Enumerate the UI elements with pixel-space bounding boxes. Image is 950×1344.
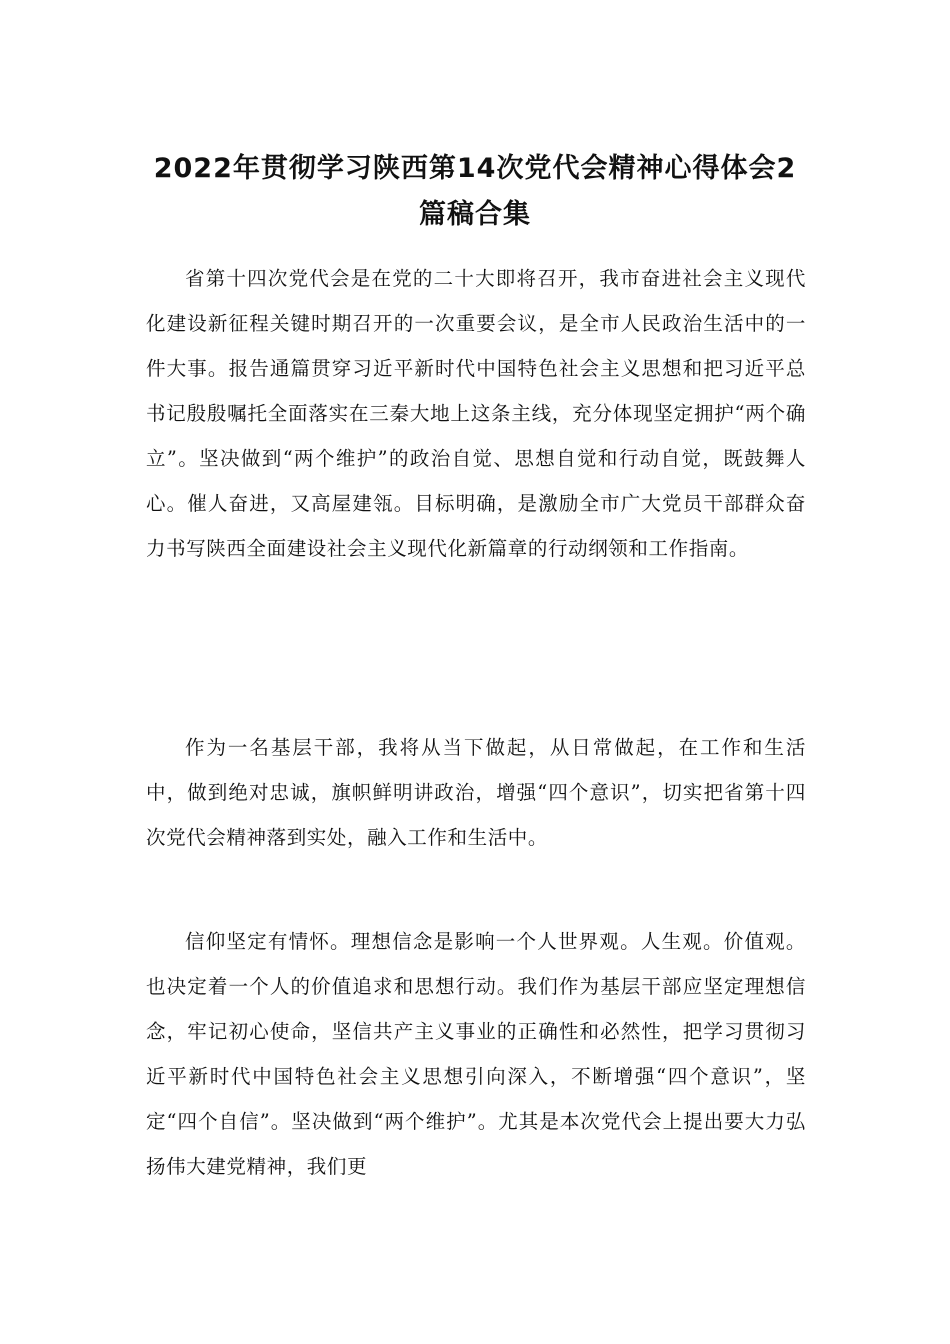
paragraph-3: 信仰坚定有情怀。理想信念是影响一个人世界观。人生观。价值观。也决定着一个人的价值追求和思想行动。我们作为基层干部应坚定理想信念，牢记初心使命，坚信共产主义事业的正确性和必然性，把学习贯彻习近平新时代中国特色社会主义思想引向深入，不断增强“四个意识”，坚定“四个自信”。坚决做到“两个维护”。尤其是本次党代会上提出要大力弘扬伟大建党精神，我们更 bbox=[146, 930, 806, 1178]
title-line-1: 2022年贯彻学习陕西第14次党代会精神心得体会2 bbox=[153, 153, 797, 185]
document-title bbox=[120, 146, 830, 238]
paragraph-2: 作为一名基层干部，我将从当下做起，从日常做起，在工作和生活中，做到绝对忠诚，旗帜鲜明讲政治，增强“四个意识”，切实把省第十四次党代会精神落到实处，融入工作和生活中。 bbox=[146, 736, 806, 849]
paragraph-1: 省第十四次党代会是在党的二十大即将召开，我市奋进社会主义现代化建设新征程关键时期召开的一次重要会议，是全市人民政治生活中的一件大事。报告通篇贯穿习近平新时代中国特色社会主义思想和把习近平总书记殷殷嘱托全面落实在三秦大地上这条主线，充分体现坚定拥护“两个确立”。坚决做到“两个维护”的政治自觉、思想自觉和行动自觉，既鼓舞人心。催人奋进，又高屋建瓴。目标明确，是激励全市广大党员干部群众奋力书写陕西全面建设社会主义现代化新篇章的行动纲领和工作指南。 bbox=[146, 267, 806, 560]
title-line-2: 篇稿合集 bbox=[419, 199, 531, 231]
